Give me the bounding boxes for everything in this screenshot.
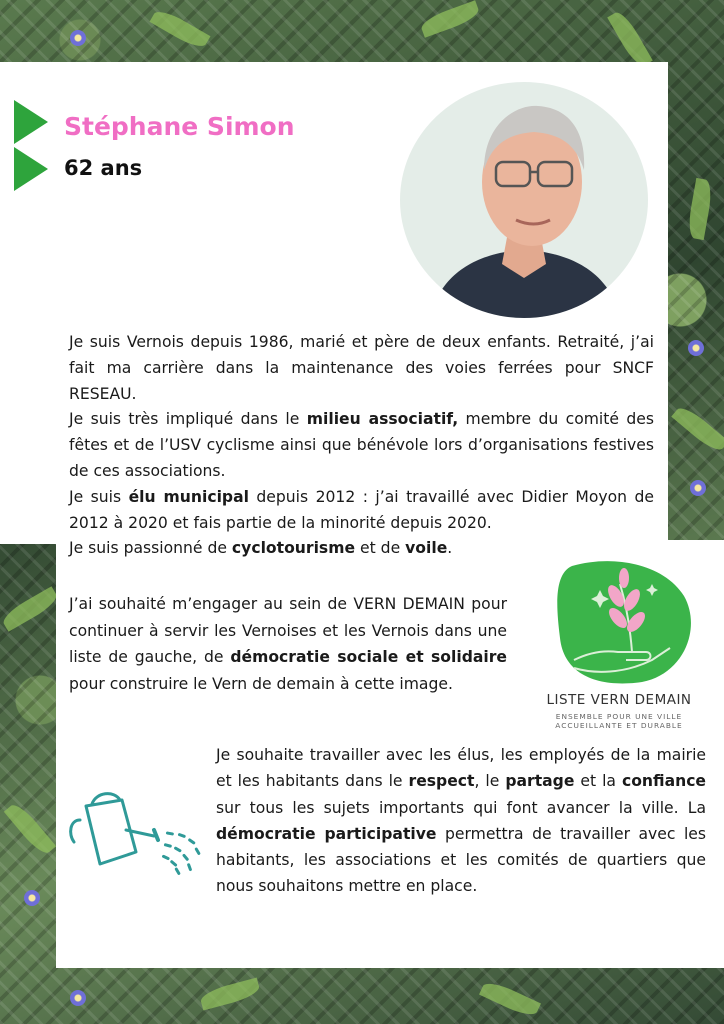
leaf-decoration [150, 6, 211, 52]
intro-highlight: voile [405, 539, 448, 558]
goals-text: sur tous les sujets importants qui font avancer la ville. La [216, 798, 706, 817]
flower-decoration [688, 340, 704, 356]
logo-title: LISTE VERN DEMAIN [546, 692, 692, 708]
intro-text: Je suis passionné de [69, 539, 232, 558]
engagement-text: pour construire le Vern de demain à cette image. [69, 674, 453, 693]
intro-sentence [69, 485, 654, 537]
intro-sentence [69, 407, 654, 484]
goals-highlight: partage [505, 772, 575, 791]
goals-highlight: démocratie participative [216, 824, 437, 843]
play-arrow-icon [14, 100, 48, 144]
intro-text: Je suis [69, 487, 129, 506]
goals-text: , le [474, 772, 506, 791]
intro-text: Je suis Vernois depuis 1986, marié et père de deux enfants. Retraité, j’ai fait ma carrière dans la maintenance des voies ferrées pour SNCF RESEAU. [69, 333, 654, 403]
plant-hand-icon [534, 556, 704, 690]
leaf-decoration [419, 0, 482, 37]
flower-decoration [690, 480, 706, 496]
leaf-decoration [4, 800, 56, 858]
engagement-highlight: démocratie sociale et solidaire [230, 648, 507, 666]
flower-decoration [70, 30, 86, 46]
logo-subtitle: ENSEMBLE POUR UNE VILLE ACCUEILLANTE ET DURABLE [555, 712, 683, 730]
flower-decoration [24, 890, 40, 906]
goals-sentence [216, 742, 706, 900]
intro-highlight: milieu associatif, [306, 410, 459, 429]
candidate-age: 62 ans [64, 156, 143, 180]
watering-can-icon [66, 790, 206, 880]
intro-text: . [447, 539, 453, 558]
goals-paragraph [216, 742, 706, 900]
candidate-name: Stéphane Simon [64, 112, 295, 141]
engagement-text: J’ai souhaité m’engager au sein de VERN DEMAIN pour continuer à servir les Vernoises et les Vernois dans une liste de gauche, de [69, 595, 507, 666]
leaf-decoration [479, 978, 541, 1020]
intro-sentence [69, 330, 654, 407]
intro-text: Je suis très impliqué dans le [69, 410, 307, 429]
intro-highlight: élu municipal [128, 487, 249, 506]
goals-highlight: respect [408, 772, 475, 791]
engagement-paragraph [69, 591, 507, 697]
leaf-decoration [199, 978, 262, 1011]
goals-highlight: confiance [621, 772, 707, 791]
intro-text: et de [355, 539, 406, 558]
flower-decoration [70, 990, 86, 1006]
leaf-decoration [686, 178, 714, 240]
intro-text: membre du comité des fêtes et de l’USV cyclisme ainsi que bénévole lors d’organisations festives de ces associations. [69, 410, 654, 480]
leaf-decoration [671, 403, 724, 455]
intro-text: depuis 2012 : j’ai travaillé avec Didier Moyon de 2012 à 2020 et fais partie de la minorité depuis 2020. [69, 487, 654, 532]
engagement-sentence [69, 591, 507, 697]
intro-paragraph [69, 330, 654, 562]
goals-text: Je souhaite travailler avec les élus, les employés de la mairie et les habitants dans le [216, 746, 706, 791]
liste-vern-demain-logo [534, 556, 704, 736]
goals-text: et la [574, 772, 622, 791]
candidate-portrait [400, 82, 648, 318]
leaf-decoration [607, 9, 653, 70]
goals-text: permettra de travailler avec les habitants, les associations et les comités de quartiers que nous souhaitons mettre en place. [216, 824, 706, 896]
play-arrow-icon [14, 147, 48, 191]
leaf-decoration [0, 586, 60, 632]
intro-highlight: cyclotourisme [231, 539, 356, 558]
